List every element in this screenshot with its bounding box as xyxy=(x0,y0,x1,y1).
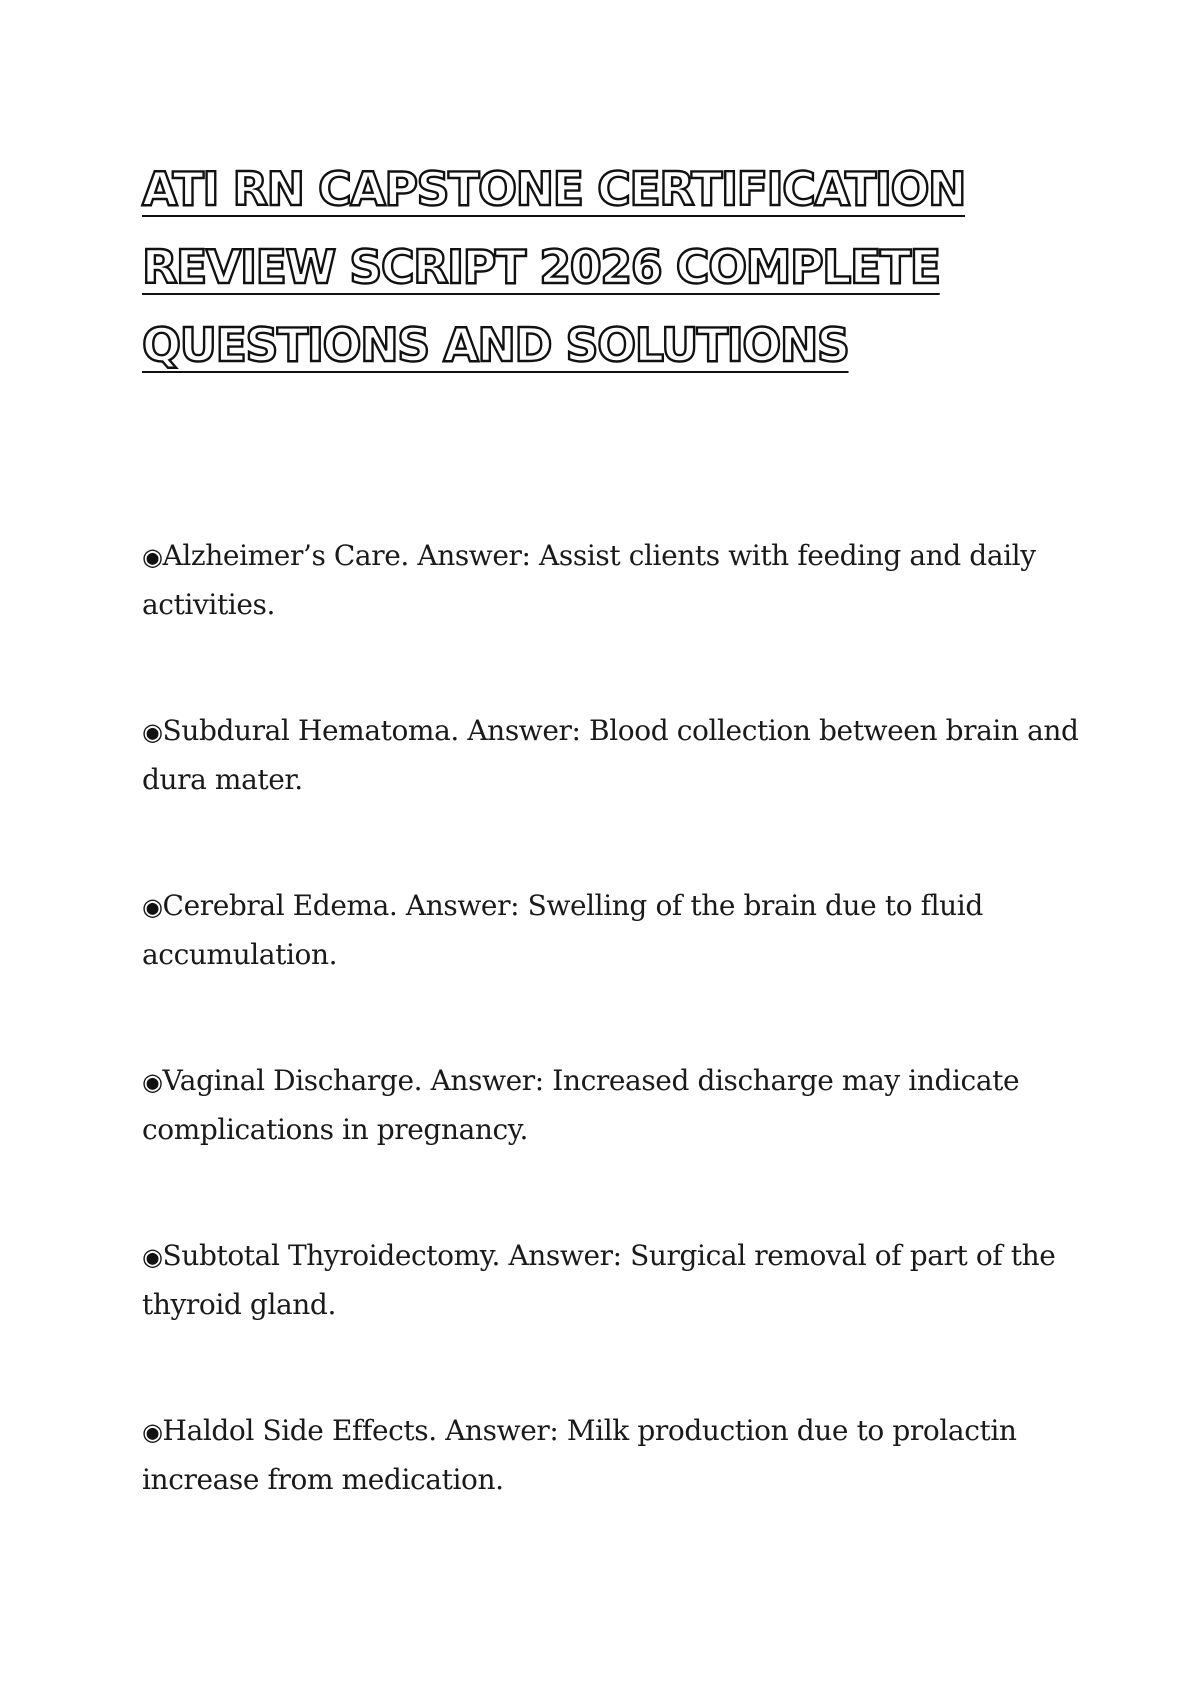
qa-item-cerebral-edema xyxy=(142,882,1082,1057)
qa-text: Vaginal Discharge. Answer: Increased discharge may indicate complications in pregnancy. xyxy=(142,1064,1020,1146)
qa-text: Haldol Side Effects. Answer: Milk production due to prolactin increase from medication. xyxy=(142,1414,1017,1496)
page-title-text: ATI RN CAPSTONE CERTIFICATION REVIEW SCRIPT 2026 COMPLETE QUESTIONS AND SOLUTIONS xyxy=(142,162,966,372)
qa-text: Cerebral Edema. Answer: Swelling of the brain due to fluid accumulation. xyxy=(142,889,983,971)
bullet-icon: ◉ xyxy=(142,543,163,571)
qa-item-subtotal-thyroidectomy xyxy=(142,1232,1082,1407)
qa-item-haldol-side-effects xyxy=(142,1407,1082,1582)
qa-text: Subtotal Thyroidectomy. Answer: Surgical removal of part of the thyroid gland. xyxy=(142,1239,1056,1321)
qa-text: Alzheimer’s Care. Answer: Assist clients with feeding and daily activities. xyxy=(142,539,1036,621)
bullet-icon: ◉ xyxy=(142,893,163,921)
qa-item-subdural-hematoma xyxy=(142,707,1082,882)
page-title xyxy=(142,150,1072,384)
bullet-icon: ◉ xyxy=(142,1243,163,1271)
bullet-icon: ◉ xyxy=(142,1418,163,1446)
qa-list xyxy=(142,532,1082,1582)
qa-item-alzheimers-care xyxy=(142,532,1082,707)
bullet-icon: ◉ xyxy=(142,1068,163,1096)
bullet-icon: ◉ xyxy=(142,718,163,746)
qa-item-vaginal-discharge xyxy=(142,1057,1082,1232)
qa-text: Subdural Hematoma. Answer: Blood collection between brain and dura mater. xyxy=(142,714,1079,796)
